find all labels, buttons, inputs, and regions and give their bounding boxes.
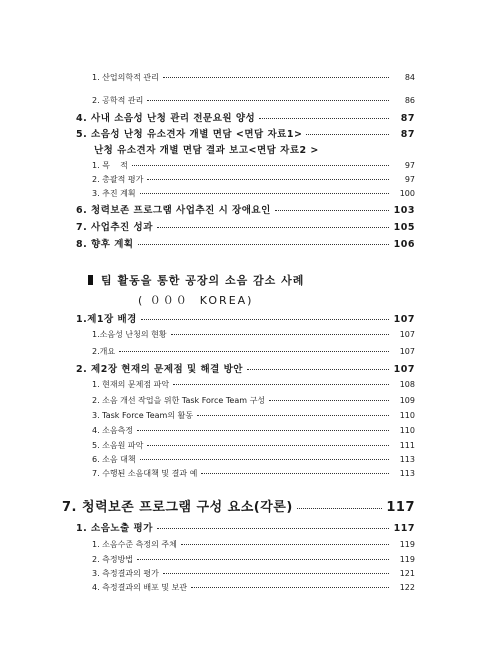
toc-entry — [92, 174, 415, 185]
toc-entry — [92, 410, 415, 421]
toc-subheading: 난청 유소견자 개별 면담 결과 보고<면담 자료2 > — [94, 145, 319, 156]
toc-entry-label: 7. 수행된 소음대책 및 결과 예 — [92, 469, 198, 478]
toc-entry-label: 3. Task Force Team의 활동 — [92, 411, 194, 420]
toc-entry — [76, 219, 415, 233]
leader-dots — [297, 508, 383, 509]
toc-entry — [76, 202, 415, 216]
toc-entry — [76, 520, 415, 534]
section-subheading: ( ０００ KOREA) — [138, 294, 254, 307]
leader-dots — [137, 559, 389, 560]
section-heading-title: 팀 활동을 통한 공장의 소음 감소 사례 — [101, 274, 305, 287]
toc-entry-label: 1. 산업의학적 관리 — [92, 73, 159, 82]
toc-entry-page: 108 — [399, 380, 415, 389]
toc-entry-page: 119 — [399, 555, 415, 564]
toc-entry-page: 117 — [386, 500, 415, 515]
toc-entry-label: 2. 공학적 관리 — [92, 96, 144, 105]
toc-entry — [92, 539, 415, 550]
toc-entry — [92, 188, 415, 199]
toc-entry-label: 4. 측정결과의 배포 및 보관 — [92, 583, 188, 592]
leader-dots — [173, 384, 389, 385]
toc-entry-page: 107 — [399, 330, 415, 339]
toc-entry-label: 1. 소음수준 측정의 주체 — [92, 540, 177, 549]
toc-entry-label: 8. 향후 계획 — [76, 239, 134, 250]
toc-entry — [76, 236, 415, 250]
section-heading — [88, 272, 304, 288]
toc-entry — [92, 160, 415, 171]
leader-dots — [140, 193, 389, 194]
leader-dots — [147, 179, 389, 180]
toc-entry — [76, 361, 415, 375]
leader-dots — [147, 445, 389, 446]
toc-entry-page: 84 — [404, 73, 415, 82]
leader-dots — [197, 415, 389, 416]
leader-dots — [137, 430, 389, 431]
toc-entry-label: 7. 청력보존 프로그램 구성 요소(각론) — [62, 500, 293, 515]
toc-entry — [92, 554, 415, 565]
toc-entry-label: 7. 사업추진 성과 — [76, 222, 153, 233]
toc-entry-label: 1.제1장 배경 — [76, 314, 137, 325]
toc-entry-page: 119 — [399, 540, 415, 549]
toc-entry-label: 6. 청력보존 프로그램 사업추진 시 장애요인 — [76, 205, 271, 216]
toc-entry-page: 107 — [393, 364, 415, 375]
toc-entry-page: 107 — [399, 347, 415, 356]
toc-entry-label: 2. 소음 개선 작업을 위한 Task Force Team 구성 — [92, 396, 266, 405]
toc-entry-page: 87 — [400, 113, 415, 124]
toc-entry — [76, 110, 415, 124]
toc-entry-page: 103 — [393, 205, 415, 216]
toc-entry-page: 110 — [399, 411, 415, 420]
toc-entry-page: 100 — [399, 189, 415, 198]
toc-entry-page: 113 — [399, 455, 415, 464]
toc-entry — [92, 468, 415, 479]
toc-entry — [92, 95, 415, 106]
toc-entry-page: 111 — [399, 441, 415, 450]
toc-entry-label: 3. 측정결과의 평가 — [92, 569, 159, 578]
leader-dots — [201, 473, 389, 474]
toc-entry-page: 110 — [399, 426, 415, 435]
leader-dots — [157, 227, 389, 228]
toc-entry — [92, 346, 415, 357]
toc-entry-page: 107 — [393, 314, 415, 325]
toc-entry — [92, 440, 415, 451]
leader-dots — [163, 573, 389, 574]
toc-entry-label: 5. 소음원 파악 — [92, 441, 144, 450]
toc-entry-label: 2. 제2장 현재의 문제점 및 해결 방안 — [76, 364, 243, 375]
toc-entry — [92, 425, 415, 436]
toc-entry-label: 6. 소음 대책 — [92, 455, 136, 464]
leader-dots — [191, 587, 389, 588]
toc-entry-label: 5. 소음성 난청 유소견자 개별 면담 <면담 자료1> — [76, 129, 303, 140]
leader-dots — [259, 118, 389, 119]
toc-entry — [76, 126, 415, 140]
toc-entry-label: 1. 현재의 문제점 파악 — [92, 380, 170, 389]
toc-entry-label: 1. 소음노출 평가 — [76, 523, 153, 534]
toc-entry — [92, 568, 415, 579]
toc-entry — [92, 454, 415, 465]
leader-dots — [181, 544, 389, 545]
toc-entry-label: 3. 추진 계획 — [92, 189, 136, 198]
toc-entry — [92, 72, 415, 83]
toc-entry-page: 117 — [393, 523, 415, 534]
toc-entry-page: 86 — [404, 96, 415, 105]
leader-dots — [163, 77, 389, 78]
toc-entry — [92, 329, 415, 340]
toc-entry-page: 113 — [399, 469, 415, 478]
leader-dots — [141, 319, 389, 320]
toc-entry-page: 121 — [399, 569, 415, 578]
toc-entry-label: 1. 목 적 — [92, 161, 128, 170]
toc-entry — [92, 582, 415, 593]
toc-entry — [62, 496, 415, 515]
toc-entry-label: 4. 소음측정 — [92, 426, 134, 435]
toc-entry-label: 2.개요 — [92, 347, 116, 356]
toc-entry-page: 97 — [404, 161, 415, 170]
leader-dots — [157, 528, 389, 529]
leader-dots — [138, 244, 389, 245]
toc-entry-page: 109 — [399, 396, 415, 405]
leader-dots — [269, 400, 389, 401]
leader-dots — [119, 351, 389, 352]
leader-dots — [140, 459, 389, 460]
leader-dots — [275, 210, 389, 211]
toc-entry-page: 106 — [393, 239, 415, 250]
toc-entry-label: 1.소음성 난청의 현황 — [92, 330, 167, 339]
toc-entry — [92, 395, 415, 406]
toc-entry-page: 87 — [400, 129, 415, 140]
leader-dots — [247, 369, 389, 370]
leader-dots — [171, 334, 389, 335]
leader-dots — [132, 165, 389, 166]
toc-entry-page: 122 — [399, 583, 415, 592]
toc-entry-label: 2. 총괄적 평가 — [92, 175, 144, 184]
square-bullet-icon — [88, 275, 93, 285]
toc-entry — [92, 379, 415, 390]
leader-dots — [306, 134, 389, 135]
toc-entry — [76, 311, 415, 325]
leader-dots — [147, 100, 389, 101]
toc-entry-page: 105 — [393, 222, 415, 233]
toc-entry-page: 97 — [404, 175, 415, 184]
toc-entry-label: 2. 측정방법 — [92, 555, 134, 564]
toc-entry-label: 4. 사내 소음성 난청 관리 전문요원 양성 — [76, 113, 256, 124]
